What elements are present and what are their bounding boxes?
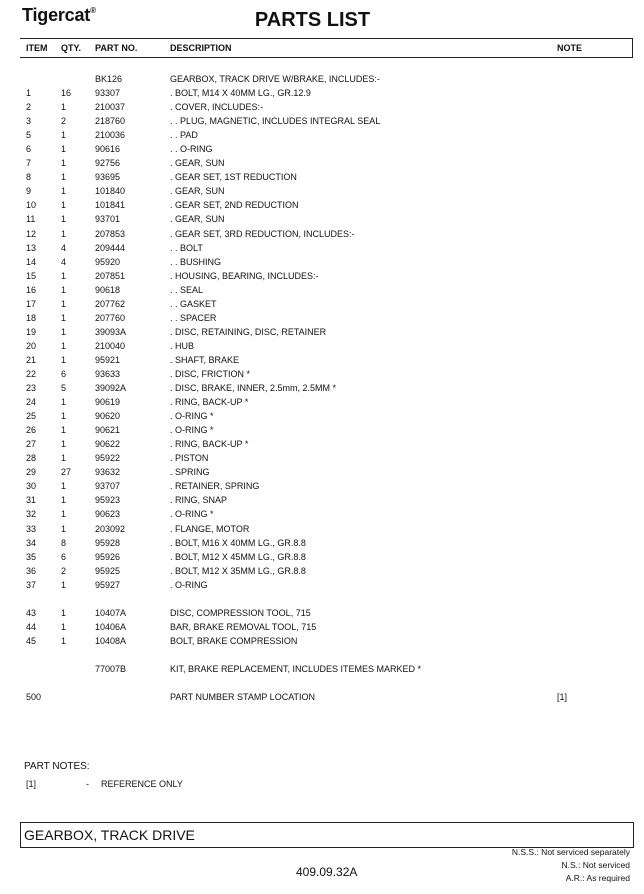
part-note-text: REFERENCE ONLY [101,779,183,789]
cell-description: . GEAR SET, 3RD REDUCTION, INCLUDES:- [170,228,355,239]
table-row [20,692,632,706]
table-row [20,172,632,186]
cell-qty: 16 [61,88,72,99]
table-row [20,74,632,88]
cell-qty: 6 [61,368,67,379]
cell-description: . . O-RING [170,144,213,155]
cell-part-no: 10408A [95,635,127,646]
cell-item: 43 [26,607,37,618]
cell-description: BOLT, BRAKE COMPRESSION [170,635,298,646]
cell-item: 29 [26,467,37,478]
cell-part-no: 10406A [95,621,127,632]
cell-qty: 1 [61,284,67,295]
table-row [20,425,632,439]
cell-item: 28 [26,453,37,464]
cell-qty: 1 [61,397,67,408]
cell-part-no: 39092A [95,383,127,394]
cell-qty: 1 [61,425,67,436]
table-row [20,552,632,566]
legend-ar: A.R.: As required [565,873,630,883]
cell-part-no: 39093A [95,326,127,337]
cell-part-no: BK126 [95,74,123,84]
cell-part-no: 93633 [95,368,121,379]
cell-description: . . BOLT [170,242,203,253]
cell-description: . SHAFT, BRAKE [170,354,240,365]
cell-note: [1] [557,692,568,703]
cell-description: KIT, BRAKE REPLACEMENT, INCLUDES ITEMES MARKED * [170,663,422,674]
cell-part-no: 90620 [95,411,121,422]
cell-description: BAR, BRAKE REMOVAL TOOL, 715 [170,621,317,632]
cell-item: 13 [26,242,37,253]
cell-description: . GEAR, SUN [170,186,225,197]
spacer-row [20,594,632,608]
cell-part-no: 90622 [95,439,121,450]
cell-part-no: 95922 [95,453,121,464]
cell-item: 8 [26,172,32,183]
cell-item: 16 [26,284,37,295]
cell-item: 25 [26,411,37,422]
brand-name: Tigercat [22,5,91,25]
table-row [20,271,632,285]
cell-qty: 1 [61,298,67,309]
table-row [20,285,632,299]
cell-description: . HUB [170,340,195,351]
cell-part-no: 93695 [95,172,121,183]
cell-description: . DISC, BRAKE, INNER, 2.5mm, 2.5MM * [170,383,337,394]
cell-qty: 4 [61,256,67,267]
cell-item: 35 [26,551,37,562]
cell-part-no: 90616 [95,144,121,155]
cell-description: . DISC, RETAINING, DISC, RETAINER [170,326,327,337]
table-row [20,383,632,397]
cell-part-no: 10407A [95,607,127,618]
cell-description: . RING, SNAP [170,495,228,506]
cell-qty: 1 [61,158,67,169]
table-row [20,214,632,228]
cell-qty: 1 [61,270,67,281]
cell-description: . . GASKET [170,298,217,309]
cell-qty: 1 [61,186,67,197]
cell-description: . O-RING * [170,411,214,422]
table-row [20,200,632,214]
cell-item: 10 [26,200,37,211]
registered-mark: ® [90,6,96,15]
cell-part-no: 90621 [95,425,121,436]
table-row [20,341,632,355]
cell-item: 31 [26,495,37,506]
part-notes-heading: PART NOTES: [24,761,90,772]
cell-part-no: 207853 [95,228,126,239]
cell-part-no: 93701 [95,214,121,225]
cell-part-no: 101840 [95,186,126,197]
cell-part-no: 92756 [95,158,121,169]
cell-item: 21 [26,354,37,365]
cell-qty: 1 [61,579,67,590]
cell-qty: 1 [61,453,67,464]
cell-description: . HOUSING, BEARING, INCLUDES:- [170,270,319,281]
cell-description: . BOLT, M12 X 45MM LG., GR.8.8 [170,551,306,562]
cell-qty: 1 [61,130,67,141]
cell-item: 22 [26,368,37,379]
legend-ns: N.S.: Not serviced [561,860,630,870]
cell-item: 32 [26,509,37,520]
cell-item: 1 [26,88,32,99]
cell-qty: 2 [61,116,67,127]
table-row [20,509,632,523]
cell-description: GEARBOX, TRACK DRIVE W/BRAKE, INCLUDES:- [170,74,380,84]
cell-part-no: 95921 [95,354,121,365]
cell-item: 36 [26,565,37,576]
cell-qty: 1 [61,621,67,632]
cell-part-no: 95920 [95,256,121,267]
cell-qty: 1 [61,495,67,506]
cell-qty: 1 [61,214,67,225]
cell-description: . RING, BACK-UP * [170,439,249,450]
cell-part-no: 77007B [95,663,127,674]
table-header [20,38,633,58]
cell-item: 37 [26,579,37,590]
cell-description: DISC, COMPRESSION TOOL, 715 [170,607,311,618]
cell-part-no: 93307 [95,88,121,99]
table-row [20,369,632,383]
table-row [20,229,632,243]
cell-description: . GEAR SET, 2ND REDUCTION [170,200,299,211]
cell-qty: 1 [61,200,67,211]
cell-part-no: 210040 [95,340,126,351]
cell-description: . PISTON [170,453,209,464]
cell-part-no: 218760 [95,116,126,127]
cell-part-no: 207851 [95,270,126,281]
cell-qty: 1 [61,523,67,534]
table-row [20,481,632,495]
cell-description: . RETAINER, SPRING [170,481,260,492]
cell-qty: 1 [61,228,67,239]
cell-description: . SPRING [170,467,210,478]
table-row [20,355,632,369]
table-row [20,116,632,130]
cell-qty: 6 [61,551,67,562]
cell-item: 500 [26,692,42,703]
cell-description: . . PAD [170,130,198,141]
cell-item: 23 [26,383,37,394]
cell-description: . DISC, FRICTION * [170,368,251,379]
cell-description: . . BUSHING [170,256,222,267]
spacer-row [20,678,632,692]
cell-part-no: 95925 [95,565,121,576]
cell-item: 19 [26,326,37,337]
cell-item: 44 [26,621,37,632]
table-row [20,439,632,453]
table-row [20,566,632,580]
table-row [20,243,632,257]
table-row [20,411,632,425]
cell-part-no: 95927 [95,579,121,590]
cell-item: 5 [26,130,32,141]
cell-part-no: 207762 [95,298,126,309]
cell-qty: 1 [61,509,67,520]
cell-part-no: 93632 [95,467,121,478]
col-description: DESCRIPTION [170,43,232,53]
table-row [20,299,632,313]
table-row [20,467,632,481]
col-part-no: PART NO. [95,43,138,53]
cell-item: 3 [26,116,32,127]
cell-description: . O-RING [170,579,208,590]
cell-description: . RING, BACK-UP * [170,397,249,408]
cell-qty: 1 [61,411,67,422]
cell-item: 34 [26,537,37,548]
document-number: 409.09.32A [296,865,358,879]
table-row [20,102,632,116]
cell-item: 2 [26,102,32,113]
table-row [20,580,632,594]
legend-nss: N.S.S.: Not serviced separately [511,847,630,857]
cell-item: 45 [26,635,37,646]
cell-qty: 1 [61,102,67,113]
table-row [20,453,632,467]
cell-item: 27 [26,439,37,450]
cell-description: . BOLT, M12 X 35MM LG., GR.8.8 [170,565,306,576]
cell-qty: 1 [61,312,67,323]
cell-item: 11 [26,214,36,225]
part-note-dash: - [86,779,89,789]
cell-description: . COVER, INCLUDES:- [170,102,264,113]
table-row [20,88,632,102]
cell-item: 15 [26,270,37,281]
cell-item: 12 [26,228,37,239]
table-row [20,495,632,509]
table-row [20,130,632,144]
cell-item: 6 [26,144,32,155]
cell-part-no: 210037 [95,102,126,113]
col-note: NOTE [557,43,583,53]
cell-part-no: 210036 [95,130,126,141]
table-row [20,622,632,636]
cell-item: 20 [26,340,37,351]
cell-qty: 1 [61,481,67,492]
cell-description: PART NUMBER STAMP LOCATION [170,692,316,703]
cell-qty: 1 [61,607,67,618]
cell-item: 24 [26,397,37,408]
cell-description: . GEAR SET, 1ST REDUCTION [170,172,297,183]
table-row [20,538,632,552]
cell-description: . FLANGE, MOTOR [170,523,250,534]
cell-qty: 2 [61,565,67,576]
cell-qty: 8 [61,537,67,548]
cell-qty: 5 [61,383,67,394]
spacer-row [20,650,632,664]
cell-description: . O-RING * [170,425,214,436]
cell-item: 18 [26,312,37,323]
part-note-ref: [1] [26,779,37,789]
table-row [20,636,632,650]
cell-part-no: 90619 [95,397,121,408]
cell-description: . O-RING * [170,509,214,520]
footer-title-box [20,822,634,848]
cell-qty: 4 [61,242,67,253]
cell-qty: 1 [61,172,67,183]
cell-item: 26 [26,425,37,436]
cell-item: 17 [26,298,37,309]
cell-qty: 1 [61,635,67,646]
table-row [20,313,632,327]
cell-description: . . SEAL [170,284,204,295]
cell-qty: 1 [61,439,67,450]
assembly-title: GEARBOX, TRACK DRIVE [24,827,195,843]
table-row [20,664,632,678]
parts-table-body [20,74,632,706]
cell-item: 30 [26,481,37,492]
cell-item: 9 [26,186,32,197]
table-row [20,186,632,200]
cell-item: 33 [26,523,37,534]
cell-description: . . SPACER [170,312,217,323]
cell-qty: 1 [61,144,67,155]
table-row [20,608,632,622]
col-qty: QTY. [61,43,82,53]
cell-qty: 1 [61,326,67,337]
cell-part-no: 90623 [95,509,121,520]
cell-part-no: 207760 [95,312,126,323]
cell-description: . . PLUG, MAGNETIC, INCLUDES INTEGRAL SEAL [170,116,381,127]
table-row [20,158,632,172]
cell-part-no: 209444 [95,242,126,253]
cell-part-no: 101841 [95,200,126,211]
cell-item: 14 [26,256,37,267]
table-row [20,257,632,271]
table-row [20,524,632,538]
cell-part-no: 95923 [95,495,121,506]
col-item: ITEM [26,43,48,53]
table-row [20,397,632,411]
cell-part-no: 93707 [95,481,121,492]
cell-description: . GEAR, SUN [170,158,225,169]
cell-description: . BOLT, M16 X 40MM LG., GR.8.8 [170,537,306,548]
cell-part-no: 203092 [95,523,126,534]
cell-description: . GEAR, SUN [170,214,225,225]
cell-item: 7 [26,158,32,169]
cell-description: . BOLT, M14 X 40MM LG., GR.12.9 [170,88,311,99]
cell-part-no: 95926 [95,551,121,562]
cell-part-no: 90618 [95,284,121,295]
cell-part-no: 95928 [95,537,121,548]
table-row [20,144,632,158]
page-title: PARTS LIST [254,9,371,31]
table-row [20,327,632,341]
cell-qty: 27 [61,467,72,478]
cell-qty: 1 [61,340,67,351]
cell-qty: 1 [61,354,67,365]
